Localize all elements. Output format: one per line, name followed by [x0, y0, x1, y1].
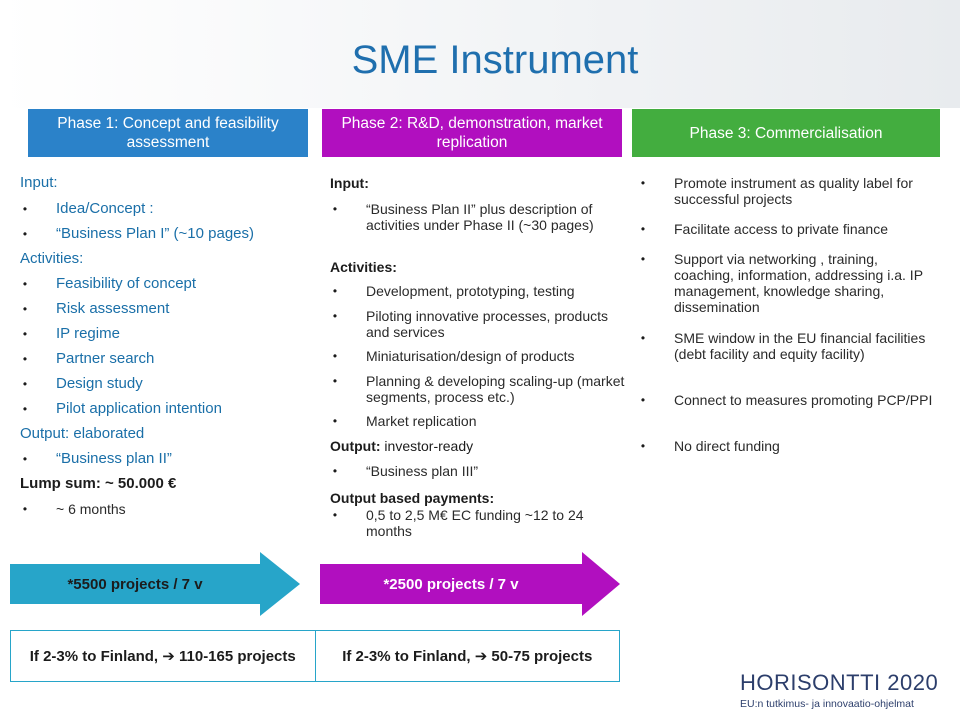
list-item: • Risk assessment	[22, 300, 170, 317]
list-item: • Planning & developing scaling-up (market segments, process etc.)	[332, 373, 625, 405]
logo-wordmark: HORISONTTI 2020	[740, 670, 939, 695]
payments-label: Output based payments:	[330, 490, 495, 506]
input-label: Input:	[330, 175, 369, 191]
list-item: • Connect to measures promoting PCP/PPI	[640, 392, 933, 408]
list-item: • 0,5 to 2,5 M€ EC funding ~12 to 24 months	[332, 507, 584, 539]
list-item: • ~ 6 months	[22, 501, 126, 517]
input-label: Input:	[20, 174, 58, 191]
list-item: • “Business Plan II” plus description of activities under Phase II (~30 pages)	[332, 201, 594, 233]
phase-1-header: Phase 1: Concept and feasibility assessment	[28, 109, 308, 157]
activities-label: Activities:	[330, 259, 397, 275]
page-title: SME Instrument	[351, 38, 639, 82]
finland-estimates-box	[10, 630, 620, 682]
list-item: • No direct funding	[640, 438, 780, 454]
list-item: • “Business plan III”	[332, 463, 479, 479]
list-item: • Pilot application intention	[22, 400, 222, 417]
horisontti-2020-logo	[740, 670, 945, 715]
list-item: • Idea/Concept :	[22, 200, 154, 217]
finland-estimate-phase-1: If 2-3% to Finland, ➔ 110-165 projects	[29, 648, 296, 665]
list-item: • Development, prototyping, testing	[332, 283, 575, 299]
list-item: • SME window in the EU financial facilities (debt facility and equity facility)	[640, 330, 926, 362]
list-item: • Feasibility of concept	[22, 275, 197, 292]
list-item: • Piloting innovative processes, products and services	[332, 308, 609, 340]
list-item: • Market replication	[332, 413, 477, 429]
output-label: Output: elaborated	[20, 425, 145, 442]
list-item: • Promote instrument as quality label for successful projects	[640, 175, 913, 207]
phase-2-header: Phase 2: R&D, demonstration, market replication	[322, 109, 622, 157]
list-item: • “Business Plan I” (~10 pages)	[22, 225, 255, 242]
list-item: • Partner search	[22, 350, 155, 367]
list-item: • Facilitate access to private finance	[640, 221, 888, 237]
list-item: • IP regime	[22, 325, 120, 342]
finland-estimate-phase-2: If 2-3% to Finland, ➔ 50-75 projects	[315, 631, 620, 681]
list-item: • Support via networking , training, coaching, information, addressing i.a. IP management, knowledge sharing, dissemination	[640, 251, 923, 315]
output-label: Output: investor-ready	[330, 438, 474, 454]
list-item: • Miniaturisation/design of products	[332, 348, 575, 364]
list-item: • “Business plan II”	[22, 450, 172, 467]
logo-subtitle: EU:n tutkimus- ja innovaatio-ohjelmat	[740, 698, 914, 710]
lump-sum-label: Lump sum: ~ 50.000 €	[20, 475, 177, 492]
activities-label: Activities:	[20, 250, 84, 267]
phase-2-projects-label: *2500 projects / 7 v	[383, 575, 519, 593]
list-item: • Design study	[22, 375, 143, 392]
phase-1-projects-label: *5500 projects / 7 v	[67, 575, 203, 593]
phase-3-header: Phase 3: Commercialisation	[632, 109, 940, 157]
